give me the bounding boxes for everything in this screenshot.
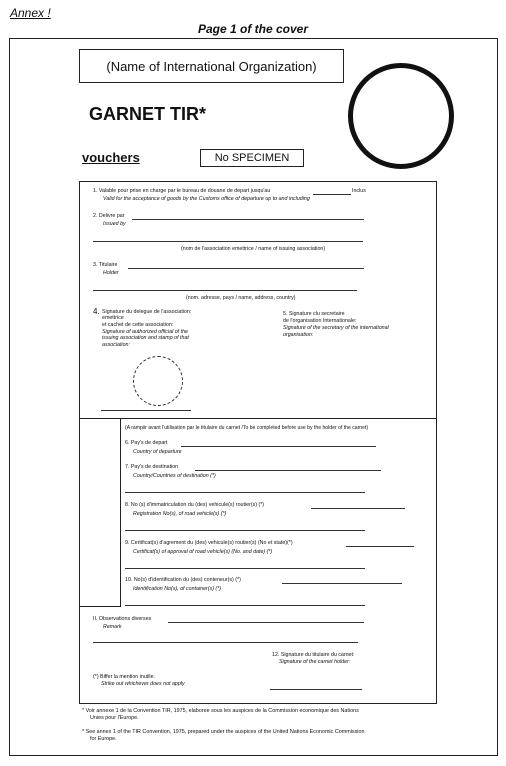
field-9-line-2	[125, 568, 365, 569]
field-2-note: (nom de l'association emettrice / name of issuing association)	[181, 246, 326, 252]
holder-section-top	[79, 418, 437, 419]
holder-section-side	[120, 418, 121, 606]
field-2-line-2	[93, 241, 363, 242]
field-1-en: Valid for the acceptance of goods by the Customs office of departure up to and including	[103, 196, 310, 202]
field-8-line	[311, 508, 405, 509]
field-5-l1: 5. Signature clu secretaire	[283, 311, 345, 317]
field-11-line-2	[93, 642, 358, 643]
field-5-l2: de l'organisation Internationale:	[283, 318, 357, 324]
field-8-en: Registration No(s), of road vehicle(s) (*)	[133, 511, 227, 517]
field-12-signature-line	[270, 689, 362, 690]
field-4-l1: Signature du delegue de l'association:	[102, 309, 192, 315]
specimen-label: No SPECIMEN	[214, 152, 290, 164]
field-3-fr: 3. Titulaire	[93, 262, 118, 268]
field-3-line	[128, 268, 364, 269]
strike-note-en: Strike out whichever does not apply	[101, 681, 185, 687]
field-7-line-2	[125, 492, 365, 493]
holder-section-bottom	[79, 606, 121, 607]
document-title: GARNET TIR*	[89, 104, 206, 124]
field-2-fr: 2. Delivre par	[93, 213, 125, 219]
field-12-fr: 12. Signature du titulaire du carnet:	[272, 652, 355, 658]
field-7-fr: 7. Pay's de destination	[125, 464, 179, 470]
field-4-number: 4.	[93, 307, 100, 316]
field-4-l6: association:	[102, 342, 130, 348]
field-2-en: Issued by	[103, 221, 126, 227]
field-3-note: (nom. adresse, pays / name, address, country)	[186, 295, 296, 301]
field-9-line	[346, 546, 414, 547]
field-7-en: Country/Countries of destination (*)	[133, 473, 216, 479]
strike-note-fr: (*) Biffer la mention inutile.	[93, 674, 156, 680]
field-3-en: Holder	[103, 270, 119, 276]
field-4-l2: emettrice	[102, 315, 124, 321]
field-6-fr: 6. Pay's de depart	[125, 440, 168, 446]
field-8-fr: 8. No (s) d'immatriculation du (des) vehicule(s) routier(s) (*)	[125, 502, 265, 508]
field-10-en: Identification No(s), of container(s) (*)	[133, 586, 222, 592]
field-11-en: Remark	[103, 624, 122, 630]
field-1-fr: 1. Valable pour prise en charge par le bureau de douane de depart jusqu'au	[93, 188, 271, 194]
specimen-box	[200, 149, 304, 167]
field-8-line-2	[125, 530, 365, 531]
field-4-l5: issuing association and stamp of that	[102, 335, 189, 341]
field-3-line-2	[93, 290, 357, 291]
field-6-en: Country of departure	[133, 449, 182, 455]
field-2-line	[132, 219, 364, 220]
annex-label: Annex !	[10, 6, 51, 20]
field-7-line	[195, 470, 381, 471]
field-5-l3: Signature of the secretary of the international	[283, 325, 389, 331]
field-1-suffix: Inclus	[352, 188, 366, 194]
footnote-1-line-2: Unies pour l'Europe.	[90, 715, 139, 721]
field-4-l3: et cachet de cette association:	[102, 322, 174, 328]
field-11-fr: II. Observations diverses	[93, 616, 152, 622]
field-9-fr: 9. Certificat(s) d'agrement du (des) vehicule(s) routier(s) (No et state)(*)	[125, 540, 293, 546]
field-10-fr: 10. No(s) d'identification du (des) conteneur(s) (*)	[125, 577, 241, 583]
field-10-line-2	[125, 605, 365, 606]
footnote-2-line-2: for Europe.	[90, 736, 117, 742]
org-name-box	[79, 49, 344, 83]
stamp-circle	[348, 63, 454, 169]
association-stamp-placeholder	[133, 356, 183, 406]
field-4-signature-line	[101, 410, 191, 411]
field-10-line	[282, 583, 402, 584]
cover-title: Page 1 of the cover	[197, 22, 309, 36]
field-9-en: Certificat(s) of approval of road vehicle(s) (No. and date) (*)	[133, 549, 273, 555]
field-11-line	[168, 622, 364, 623]
holder-note: (A rampiir avant l'utilisation par le titulaire du carnet /To be completed before use by the holder of the carnet)	[125, 425, 369, 431]
field-5-l4: organisation:	[283, 332, 314, 338]
field-4-l4: Signature of authorized official of the	[102, 329, 188, 335]
vouchers-label: vouchers	[82, 150, 140, 165]
footnote-2-line-1: * See annex 1 of the TIR Convention, 1975, prepared under the auspices of the United Nations Economic Commission	[82, 729, 365, 735]
field-12-en: Signature of the carnet holder:	[279, 659, 351, 665]
footnote-1-line-1: * Voir annexe 1 de la Convention TIR, 1975, elaboree sous les auspices de la Commission economique des Nations	[82, 708, 359, 714]
field-6-line	[181, 446, 376, 447]
org-name: (Name of International Organization)	[106, 58, 317, 74]
field-1-line	[313, 194, 351, 195]
